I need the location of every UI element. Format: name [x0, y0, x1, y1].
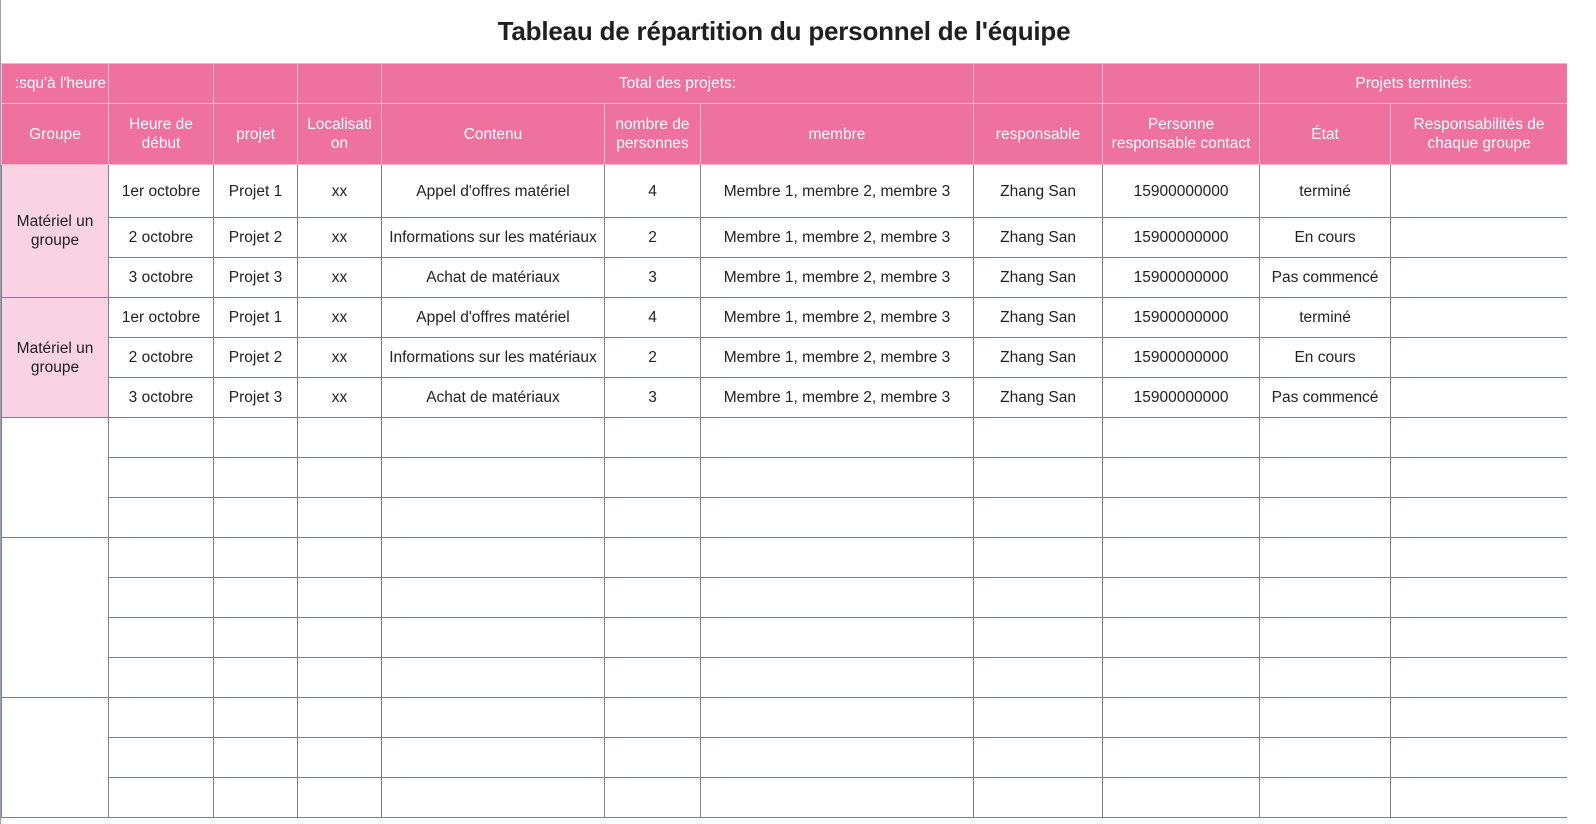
contact-cell[interactable]: 15900000000 — [1103, 298, 1260, 338]
empty-cell[interactable] — [109, 738, 214, 778]
status-cell[interactable]: En cours — [1260, 338, 1391, 378]
empty-cell[interactable] — [701, 458, 974, 498]
people-count-cell[interactable]: 4 — [605, 298, 701, 338]
empty-cell[interactable] — [1103, 618, 1260, 658]
empty-cell[interactable] — [1260, 498, 1391, 538]
project-cell[interactable]: Projet 1 — [214, 165, 298, 218]
empty-cell[interactable] — [214, 698, 298, 738]
empty-cell[interactable] — [1391, 418, 1567, 458]
header-cell[interactable] — [298, 64, 382, 104]
empty-cell[interactable] — [1103, 458, 1260, 498]
empty-cell[interactable] — [214, 418, 298, 458]
empty-cell[interactable] — [1391, 738, 1567, 778]
column-header-content[interactable]: Contenu — [382, 104, 605, 165]
column-header-project[interactable]: projet — [214, 104, 298, 165]
empty-cell[interactable] — [382, 698, 605, 738]
empty-cell[interactable] — [605, 578, 701, 618]
group-name: Matériel un groupe — [16, 339, 94, 376]
header-cell[interactable] — [214, 64, 298, 104]
manager-cell[interactable]: Zhang San — [974, 165, 1103, 218]
as-of-label: squ'à l'heure: — [14, 75, 106, 92]
location-cell[interactable]: xx — [298, 258, 382, 298]
location-cell[interactable]: xx — [298, 378, 382, 418]
empty-cell[interactable] — [382, 578, 605, 618]
empty-cell[interactable] — [214, 738, 298, 778]
empty-cell[interactable] — [701, 698, 974, 738]
empty-cell[interactable] — [382, 738, 605, 778]
empty-cell[interactable] — [298, 658, 382, 698]
empty-cell[interactable] — [1260, 578, 1391, 618]
empty-cell[interactable] — [109, 778, 214, 818]
start-time-cell[interactable]: 3 octobre — [109, 378, 214, 418]
table-row — [2, 165, 1568, 218]
status-cell[interactable]: En cours — [1260, 218, 1391, 258]
empty-cell[interactable] — [605, 498, 701, 538]
duties-cell[interactable] — [1391, 218, 1567, 258]
content-cell[interactable]: Informations sur les matériaux — [382, 218, 605, 258]
empty-cell[interactable] — [974, 698, 1103, 738]
empty-row — [2, 578, 1568, 618]
empty-group-cell[interactable] — [2, 418, 109, 538]
staff-table — [1, 63, 1567, 818]
empty-cell[interactable] — [298, 698, 382, 738]
members-cell[interactable]: Membre 1, membre 2, membre 3 — [701, 298, 974, 338]
header-cell[interactable] — [974, 64, 1103, 104]
empty-cell[interactable] — [298, 618, 382, 658]
duties-cell[interactable] — [1391, 298, 1567, 338]
total-projects-label[interactable]: Total des projets: — [382, 64, 974, 104]
empty-cell[interactable] — [974, 578, 1103, 618]
content-cell[interactable]: Achat de matériaux — [382, 258, 605, 298]
manager-cell[interactable]: Zhang San — [974, 378, 1103, 418]
project-cell[interactable]: Projet 3 — [214, 378, 298, 418]
manager-cell[interactable]: Zhang San — [974, 258, 1103, 298]
empty-cell[interactable] — [1103, 778, 1260, 818]
empty-cell[interactable] — [1103, 418, 1260, 458]
header-cell[interactable] — [109, 64, 214, 104]
empty-cell[interactable] — [1260, 618, 1391, 658]
people-count-cell[interactable]: 3 — [605, 378, 701, 418]
empty-cell[interactable] — [298, 738, 382, 778]
start-time-cell[interactable]: 2 octobre — [109, 218, 214, 258]
contact-cell[interactable]: 15900000000 — [1103, 338, 1260, 378]
empty-cell[interactable] — [974, 538, 1103, 578]
group-name-cell[interactable] — [2, 298, 109, 418]
project-cell[interactable]: Projet 3 — [214, 258, 298, 298]
column-header-contact[interactable]: Personne responsable contact — [1103, 104, 1260, 165]
empty-cell[interactable] — [701, 618, 974, 658]
empty-cell[interactable] — [109, 458, 214, 498]
empty-group-cell[interactable] — [2, 538, 109, 698]
empty-cell[interactable] — [605, 658, 701, 698]
project-cell[interactable]: Projet 1 — [214, 298, 298, 338]
duties-cell[interactable] — [1391, 378, 1567, 418]
column-header-duties[interactable]: Responsabilités de chaque groupe — [1391, 104, 1567, 165]
empty-cell[interactable] — [109, 578, 214, 618]
empty-cell[interactable] — [974, 618, 1103, 658]
empty-group-cell[interactable] — [2, 698, 109, 818]
empty-cell[interactable] — [605, 738, 701, 778]
members-cell[interactable]: Membre 1, membre 2, membre 3 — [701, 218, 974, 258]
empty-cell[interactable] — [382, 458, 605, 498]
empty-row — [2, 658, 1568, 698]
empty-cell[interactable] — [605, 418, 701, 458]
column-header-row — [2, 104, 1568, 165]
empty-cell[interactable] — [701, 578, 974, 618]
empty-cell[interactable] — [1391, 778, 1567, 818]
members-cell[interactable]: Membre 1, membre 2, membre 3 — [701, 378, 974, 418]
empty-cell[interactable] — [1391, 498, 1567, 538]
empty-cell[interactable] — [109, 498, 214, 538]
empty-cell[interactable] — [605, 618, 701, 658]
empty-cell[interactable] — [214, 538, 298, 578]
members-cell[interactable]: Membre 1, membre 2, membre 3 — [701, 258, 974, 298]
summary-header-row — [2, 64, 1568, 104]
location-cell[interactable]: xx — [298, 165, 382, 218]
empty-cell[interactable] — [109, 538, 214, 578]
empty-cell[interactable] — [1391, 538, 1567, 578]
empty-cell[interactable] — [298, 578, 382, 618]
table-row — [2, 338, 1568, 378]
contact-cell[interactable]: 15900000000 — [1103, 378, 1260, 418]
empty-cell[interactable] — [1103, 538, 1260, 578]
status-cell[interactable]: terminé — [1260, 165, 1391, 218]
empty-cell[interactable] — [298, 778, 382, 818]
empty-cell[interactable] — [1103, 738, 1260, 778]
empty-cell[interactable] — [109, 618, 214, 658]
header-cell[interactable] — [1103, 64, 1260, 104]
empty-row — [2, 538, 1568, 578]
empty-cell[interactable] — [1391, 698, 1567, 738]
empty-row — [2, 418, 1568, 458]
empty-cell[interactable] — [605, 698, 701, 738]
empty-cell[interactable] — [109, 418, 214, 458]
start-time-cell[interactable]: 2 octobre — [109, 338, 214, 378]
empty-cell[interactable] — [109, 698, 214, 738]
column-header-manager[interactable]: responsable — [974, 104, 1103, 165]
contact-cell[interactable]: 15900000000 — [1103, 218, 1260, 258]
location-cell[interactable]: xx — [298, 338, 382, 378]
empty-cell[interactable] — [214, 458, 298, 498]
empty-cell[interactable] — [382, 618, 605, 658]
content-cell[interactable]: Appel d'offres matériel — [382, 165, 605, 218]
title-bar — [1, 0, 1567, 63]
empty-row — [2, 738, 1568, 778]
manager-cell[interactable]: Zhang San — [974, 338, 1103, 378]
empty-cell[interactable] — [382, 498, 605, 538]
people-count-cell[interactable]: 3 — [605, 258, 701, 298]
empty-cell[interactable] — [1391, 658, 1567, 698]
empty-cell[interactable] — [1391, 458, 1567, 498]
column-header-group[interactable]: Groupe — [2, 104, 109, 165]
empty-cell[interactable] — [298, 498, 382, 538]
page-title: Tableau de répartition du personnel de l'équipe — [497, 16, 1071, 46]
table-row — [2, 298, 1568, 338]
empty-cell[interactable] — [605, 778, 701, 818]
column-header-members[interactable]: membre — [701, 104, 974, 165]
duties-cell[interactable] — [1391, 338, 1567, 378]
members-cell[interactable]: Membre 1, membre 2, membre 3 — [701, 338, 974, 378]
empty-cell[interactable] — [1103, 498, 1260, 538]
start-time-cell[interactable]: 1er octobre — [109, 298, 214, 338]
empty-cell[interactable] — [974, 738, 1103, 778]
empty-cell[interactable] — [974, 418, 1103, 458]
empty-cell[interactable] — [701, 778, 974, 818]
status-cell[interactable]: Pas commencé — [1260, 258, 1391, 298]
empty-cell[interactable] — [1260, 698, 1391, 738]
project-cell[interactable]: Projet 2 — [214, 218, 298, 258]
empty-cell[interactable] — [701, 538, 974, 578]
location-cell[interactable]: xx — [298, 218, 382, 258]
empty-cell[interactable] — [974, 458, 1103, 498]
as-of-label-cell[interactable] — [2, 64, 109, 104]
people-count-cell[interactable]: 2 — [605, 218, 701, 258]
project-cell[interactable]: Projet 2 — [214, 338, 298, 378]
group-name: Matériel un groupe — [16, 213, 94, 249]
contact-cell[interactable]: 15900000000 — [1103, 258, 1260, 298]
start-time-cell[interactable]: 1er octobre — [109, 165, 214, 218]
empty-cell[interactable] — [1260, 458, 1391, 498]
manager-cell[interactable]: Zhang San — [974, 298, 1103, 338]
empty-cell[interactable] — [1260, 658, 1391, 698]
status-cell[interactable]: terminé — [1260, 298, 1391, 338]
empty-cell[interactable] — [109, 658, 214, 698]
empty-cell[interactable] — [1260, 738, 1391, 778]
empty-cell[interactable] — [382, 778, 605, 818]
duties-cell[interactable] — [1391, 165, 1567, 218]
empty-row — [2, 618, 1568, 658]
empty-cell[interactable] — [214, 658, 298, 698]
empty-cell[interactable] — [974, 498, 1103, 538]
empty-cell[interactable] — [382, 538, 605, 578]
group-name-cell[interactable] — [2, 165, 109, 298]
empty-cell[interactable] — [1391, 618, 1567, 658]
completed-projects-label[interactable]: Projets terminés: — [1260, 64, 1567, 104]
table-row — [2, 218, 1568, 258]
empty-row — [2, 698, 1568, 738]
empty-cell[interactable] — [1260, 778, 1391, 818]
empty-cell[interactable] — [701, 418, 974, 458]
empty-cell[interactable] — [214, 578, 298, 618]
column-header-start-time[interactable]: Heure de début — [109, 104, 214, 165]
duties-cell[interactable] — [1391, 258, 1567, 298]
empty-cell[interactable] — [1260, 418, 1391, 458]
empty-cell[interactable] — [382, 658, 605, 698]
empty-row — [2, 778, 1568, 818]
empty-cell[interactable] — [1103, 698, 1260, 738]
empty-cell[interactable] — [214, 498, 298, 538]
empty-cell[interactable] — [1391, 578, 1567, 618]
empty-cell[interactable] — [1260, 538, 1391, 578]
empty-cell[interactable] — [298, 538, 382, 578]
empty-cell[interactable] — [1103, 658, 1260, 698]
empty-cell[interactable] — [974, 778, 1103, 818]
empty-cell[interactable] — [214, 778, 298, 818]
content-cell[interactable]: Achat de matériaux — [382, 378, 605, 418]
empty-row — [2, 498, 1568, 538]
status-cell[interactable]: Pas commencé — [1260, 378, 1391, 418]
column-header-location[interactable]: Localisati on — [298, 104, 382, 165]
content-cell[interactable]: Appel d'offres matériel — [382, 298, 605, 338]
table-row — [2, 378, 1568, 418]
empty-cell[interactable] — [701, 498, 974, 538]
empty-cell[interactable] — [974, 658, 1103, 698]
empty-cell[interactable] — [701, 658, 974, 698]
content-cell[interactable]: Informations sur les matériaux — [382, 338, 605, 378]
column-header-status[interactable]: État — [1260, 104, 1391, 165]
empty-cell[interactable] — [605, 458, 701, 498]
location-cell[interactable]: xx — [298, 298, 382, 338]
table-row — [2, 258, 1568, 298]
empty-cell[interactable] — [382, 418, 605, 458]
empty-cell[interactable] — [1103, 578, 1260, 618]
empty-cell[interactable] — [605, 538, 701, 578]
empty-row — [2, 458, 1568, 498]
empty-cell[interactable] — [214, 618, 298, 658]
contact-cell[interactable]: 15900000000 — [1103, 165, 1260, 218]
empty-cell[interactable] — [298, 458, 382, 498]
start-time-cell[interactable]: 3 octobre — [109, 258, 214, 298]
column-header-people-count[interactable]: nombre de personnes — [605, 104, 701, 165]
manager-cell[interactable]: Zhang San — [974, 218, 1103, 258]
empty-cell[interactable] — [701, 738, 974, 778]
people-count-cell[interactable]: 4 — [605, 165, 701, 218]
empty-cell[interactable] — [298, 418, 382, 458]
people-count-cell[interactable]: 2 — [605, 338, 701, 378]
members-cell[interactable]: Membre 1, membre 2, membre 3 — [701, 165, 974, 218]
